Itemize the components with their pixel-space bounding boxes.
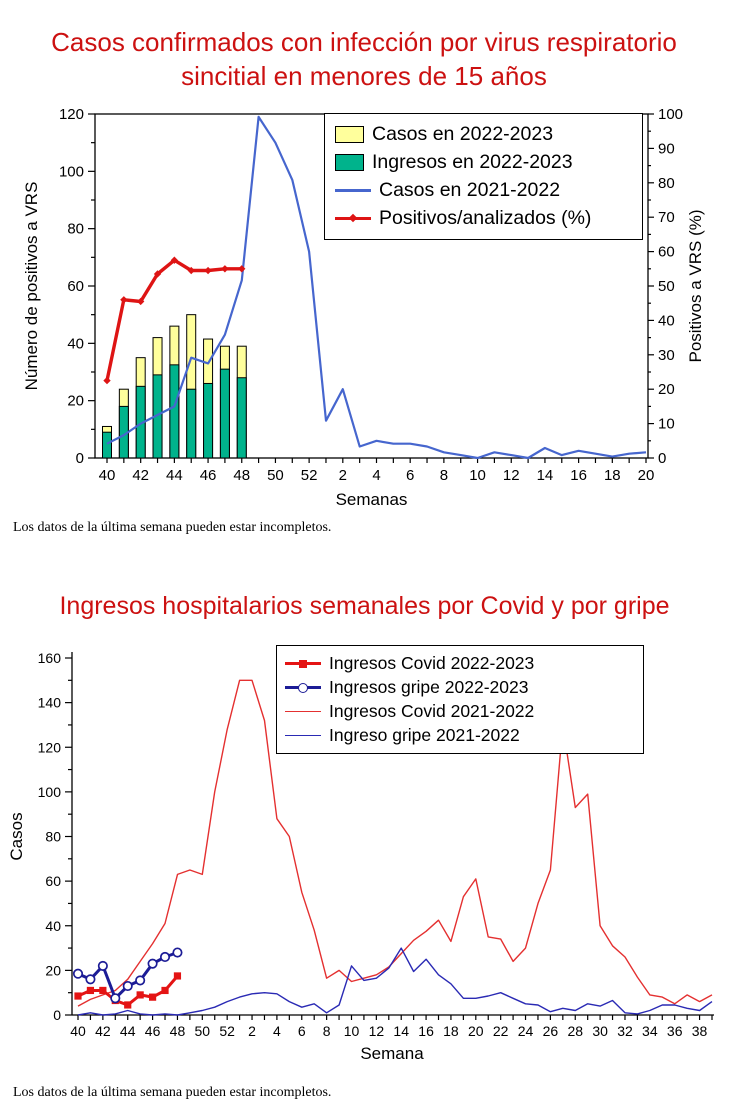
y-tick-label: 160 [37,650,61,666]
legend-label: Ingresos Covid 2022-2023 [329,653,535,673]
legend-item-casos [335,123,636,146]
x-tick-label: 2 [248,1023,256,1039]
legend-label: Ingresos en 2022-2023 [372,151,573,173]
y-right-tick-label: 60 [658,243,675,261]
square-marker [161,987,168,994]
square-marker [174,972,181,979]
x-axis-title: Semana [360,1044,424,1063]
x-tick-label: 8 [322,1023,331,1039]
x-tick-label: 52 [219,1023,235,1039]
y-left-tick-label: 40 [67,335,84,353]
x-tick-label: 10 [469,467,486,484]
y-tick-label: 40 [45,917,61,934]
x-tick-label: 22 [492,1023,509,1039]
admissions-chart-title: Ingresos hospitalarios semanales por Covid y por gripe [59,592,670,620]
thin-red-line-swatch-icon [285,711,321,713]
y-tick-label: 80 [45,828,61,845]
legend-item-casos-2021 [335,179,636,202]
x-tick-label: 50 [194,1023,211,1039]
circle-marker-icon [298,683,308,693]
legend-label: Ingresos Covid 2021-2022 [329,701,535,721]
x-tick-label: 16 [570,467,587,484]
diamond-marker [221,265,228,272]
x-axis-title: Semanas [335,490,408,509]
legend-item-gripe-2022 [285,677,637,698]
y-left-tick-label: 0 [75,450,84,467]
y-tick-label: 120 [37,739,61,756]
x-tick-label: 36 [666,1023,683,1039]
diamond-marker-icon [349,214,357,222]
circle-marker [111,994,119,1002]
y-axis-title: Casos [7,812,26,861]
legend-label: Positivos/analizados (%) [379,207,592,229]
x-tick-label: 20 [637,467,655,484]
legend-item-covid-2021 [285,701,637,722]
thin-blue-line-swatch-icon [285,735,321,737]
x-tick-label: 42 [132,467,150,484]
diamond-marker [120,296,127,303]
x-tick-label: 44 [166,467,183,484]
square-marker-icon [299,660,307,668]
x-tick-label: 2 [338,467,347,484]
y-right-tick-label: 90 [658,140,675,158]
y-tick-label: 60 [45,873,61,890]
legend-item-covid-2022 [285,653,637,674]
bar-ingresos [103,432,112,458]
rsv-chart-title: Casos confirmados con infección por virus respiratorio sincitial en menores de 15 años [51,27,677,91]
x-tick-label: 10 [343,1023,360,1039]
blue-line-swatch-icon [335,189,371,191]
x-tick-label: 16 [418,1023,434,1039]
y-right-tick-label: 0 [658,450,667,467]
y-tick-label: 0 [53,1007,61,1023]
x-tick-label: 6 [297,1023,306,1039]
x-tick-label: 18 [603,467,621,484]
bar-ingresos [187,389,196,458]
y-left-tick-label: 60 [67,278,84,295]
admissions-chart-legend [276,645,644,754]
x-tick-label: 48 [233,467,251,484]
legend-label: Ingresos gripe 2022-2023 [329,677,529,697]
red-line-swatch-icon [335,217,371,220]
y-right-tick-label: 20 [658,381,675,399]
x-tick-label: 6 [406,467,415,484]
x-tick-label: 46 [199,467,217,484]
legend-item-ingresos [335,151,636,174]
navy-circle-line-swatch-icon [285,686,321,689]
x-tick-label: 50 [267,467,284,484]
x-tick-label: 12 [368,1023,385,1039]
y-right-tick-label: 70 [658,209,675,227]
x-tick-label: 30 [592,1023,608,1039]
x-tick-label: 8 [439,467,449,484]
y-right-tick-label: 10 [658,415,675,433]
y-right-tick-label: 30 [658,346,675,364]
x-tick-label: 40 [70,1023,86,1039]
x-tick-label: 42 [95,1023,111,1039]
circle-marker [86,975,94,983]
admissions-chart-footnote: Los datos de la última semana pueden estar incompletos. [13,1085,332,1100]
x-tick-label: 26 [542,1023,559,1039]
rsv-chart-footnote: Los datos de la última semana pueden estar incompletos. [13,520,332,535]
circle-marker [148,959,156,967]
square-marker [99,987,106,994]
x-tick-label: 38 [691,1023,708,1039]
y-left-tick-label: 80 [67,220,84,238]
x-tick-label: 46 [144,1023,161,1039]
x-tick-label: 20 [468,1023,484,1039]
y-right-axis-title: Positivos a VRS (%) [686,209,705,363]
circle-marker [161,953,169,961]
y-right-tick-label: 100 [658,106,684,123]
x-tick-label: 12 [502,467,520,484]
y-left-tick-label: 120 [58,106,84,123]
y-right-tick-label: 50 [658,278,675,295]
y-tick-label: 140 [37,694,61,711]
x-tick-label: 14 [393,1023,410,1039]
circle-marker [136,976,144,984]
red-square-line-swatch-icon [285,662,321,665]
ingresos-swatch-icon [335,154,364,171]
x-tick-label: 40 [98,467,116,484]
bar-ingresos [237,378,246,458]
circle-marker [74,970,82,978]
x-tick-label: 24 [517,1023,534,1039]
x-tick-label: 34 [642,1023,658,1039]
y-left-axis-title: Número de positivos a VRS [22,181,41,391]
square-marker [124,1001,131,1008]
x-tick-label: 48 [169,1023,186,1039]
legend-label: Casos en 2021-2022 [379,179,561,201]
circle-marker [124,982,132,990]
x-tick-label: 18 [443,1023,459,1039]
x-tick-label: 4 [273,1023,281,1039]
y-tick-label: 100 [37,783,61,800]
bar-ingresos [220,369,229,458]
legend-label: Casos en 2022-2023 [372,123,554,145]
circle-marker [99,962,107,970]
y-right-tick-label: 80 [658,174,675,192]
bar-ingresos [170,365,179,458]
square-marker [137,991,144,998]
x-tick-label: 52 [300,467,318,484]
rsv-chart-legend [324,113,643,240]
x-tick-label: 32 [617,1023,633,1039]
y-left-tick-label: 20 [67,392,84,410]
x-tick-label: 28 [567,1023,584,1039]
x-tick-label: 4 [372,467,381,484]
casos-swatch-icon [335,126,364,143]
bar-ingresos [204,383,213,458]
y-left-tick-label: 100 [58,163,84,181]
square-marker [87,987,94,994]
square-marker [74,992,81,999]
x-tick-label: 14 [536,467,554,484]
y-tick-label: 20 [45,962,61,979]
x-tick-label: 44 [119,1023,136,1039]
legend-label: Ingreso gripe 2021-2022 [329,725,520,745]
legend-item-positivos [335,207,636,230]
legend-item-gripe-2021 [285,725,637,746]
diamond-marker [103,377,110,384]
square-marker [149,994,156,1001]
y-right-tick-label: 40 [658,312,675,330]
diamond-marker [204,267,211,274]
circle-marker [173,948,181,956]
